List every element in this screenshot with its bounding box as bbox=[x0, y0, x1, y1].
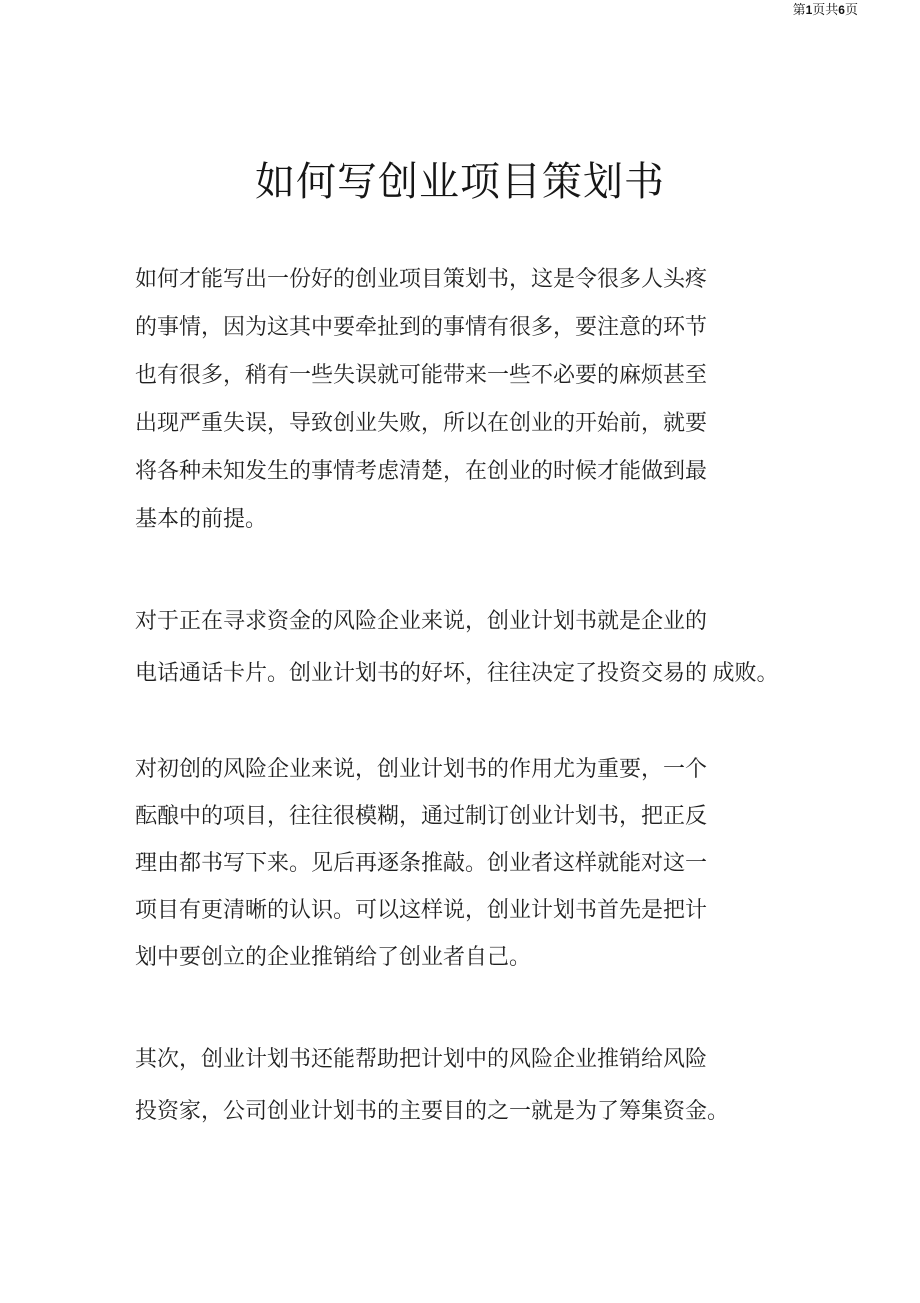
text-line: 理由都书写下来。见后再逐条推敲。创业者这样就能对这一 bbox=[135, 850, 708, 875]
text-line: 电话通话卡片。创业计划书的好坏，往往决定了投资交易的 成败。 bbox=[135, 660, 779, 685]
text-line: 如何才能写出一份好的创业项目策划书，这是令很多人头疼 bbox=[135, 266, 708, 291]
paragraph-1 bbox=[135, 255, 835, 543]
text-line: 酝酿中的项目，往往很模糊，通过制订创业计划书，把正反 bbox=[135, 803, 708, 828]
paragraph-3 bbox=[135, 745, 835, 980]
page-current-number: 1 bbox=[805, 3, 813, 17]
text-line: 也有很多，稍有一些失误就可能带来一些不必要的麻烦甚至 bbox=[135, 362, 708, 387]
page-label-prefix: 第 bbox=[792, 2, 806, 17]
text-line: 项目有更清晰的认识。可以这样说，创业计划书首先是把计 bbox=[135, 897, 708, 922]
paragraph-4 bbox=[135, 1033, 835, 1137]
text-line: 出现严重失误，导致创业失败，所以在创业的开始前，就要 bbox=[135, 410, 708, 435]
page-total-number: 6 bbox=[838, 3, 845, 17]
page-label-suffix: 页 bbox=[844, 2, 858, 17]
text-line: 对于正在寻求资金的风险企业来说，创业计划书就是企业的 bbox=[135, 608, 708, 633]
text-line: 其次，创业计划书还能帮助把计划中的风险企业推销给风险 bbox=[135, 1046, 708, 1071]
text-line: 划中要创立的企业推销给了创业者自己。 bbox=[135, 944, 532, 969]
text-line: 将各种未知发生的事情考虑清楚，在创业的时候才能做到最 bbox=[135, 458, 708, 483]
document-title: 如何写创业项目策划书 bbox=[255, 159, 665, 204]
text-line: 基本的前提。 bbox=[135, 506, 268, 531]
text-line: 的事情，因为这其中要牵扯到的事情有很多，要注意的环节 bbox=[135, 314, 708, 339]
page-number-indicator bbox=[793, 2, 858, 18]
paragraph-2 bbox=[135, 595, 835, 699]
text-line: 投资家，公司创业计划书的主要目的之一就是为了筹集资金。 bbox=[135, 1098, 730, 1123]
text-line: 对初创的风险企业来说，创业计划书的作用尤为重要，一个 bbox=[135, 756, 708, 781]
page-label-middle: 页共 bbox=[812, 2, 839, 17]
